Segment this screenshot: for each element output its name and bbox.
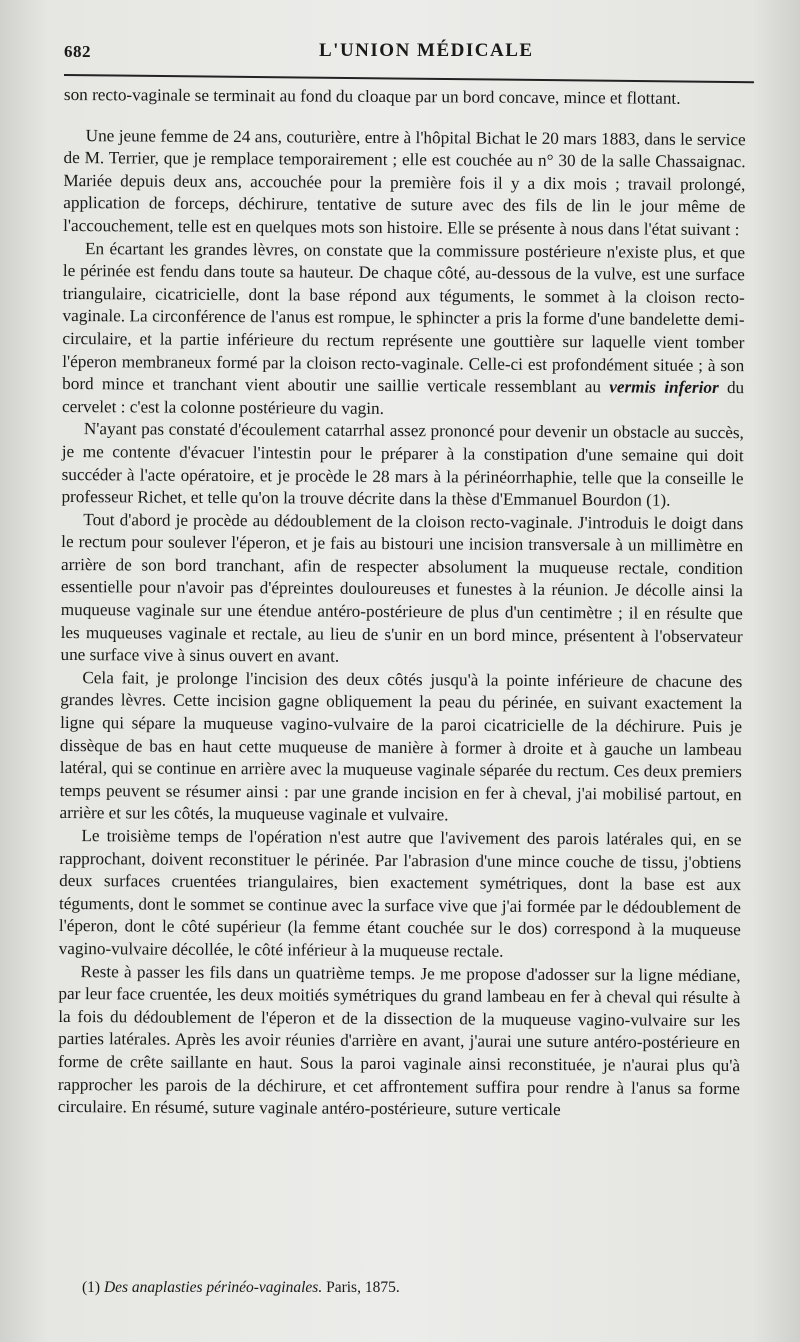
- footnote-title: Des anaplasties périnéo-vaginales.: [103, 1279, 323, 1296]
- running-head: [64, 36, 754, 70]
- italic-term: vermis inferior: [609, 377, 719, 398]
- footnote: [82, 1278, 742, 1298]
- paragraph-third-step: Le troisième temps de l'opération n'est autre que l'avivement des parois latérales qui, en se rapprochant, doivent reconstituer le périnée. Par l'abrasion d'une mince couche de tissu, j'obtiens deux surfaces cruentées triangulaires, bien exactement symétriques, dont la base est aux téguments, dont le sommet se continue avec la surface vive que j'ai formée par le dédoublement de l'éperon, dont le côté supérieur (la femme étant couchée sur le dos) correspond à la muqueuse vagino-vulvaire décollée, le côté inférieur à la muqueuse rectale.: [58, 826, 742, 961]
- paragraph-preparation: [61, 418, 744, 513]
- journal-title: L'UNION MÉDICALE: [319, 40, 534, 61]
- footnote-marker: (1): [82, 1279, 101, 1296]
- paragraph-second-step: Cela fait, je prolonge l'incision des deux côtés jusqu'à la pointe inférieure de chacune des grandes lèvres. Cette incision gagne obliquement la peau du périnée, en suivant exactement la ligne qui sépare la muqueuse vagino-vulvaire de la paroi cicatricielle de la déchirure. Puis je dissèque de bas en haut cette muqueuse de manière à former à droite et à gauche un lambeau latéral, qui se continue en arrière avec la muqueuse vaginale séparée du rectum. Ces deux premiers temps peuvent se résumer ainsi : par une grande incision en fer à cheval, j'ai mobilisé partout, en arrière et sur les côtés, la muqueuse vaginale et vulvaire.: [59, 667, 743, 825]
- paragraph-text: En écartant les grandes lèvres, on constate que la commissure postérieure n'existe plus, et que le périnée est fendu dans toute sa hauteur. De chaque côté, au-dessous de la vulve, est une surface triangulaire, cicatricielle, dont la base répond aux téguments, le sommet à la cloison recto-vaginale. La circonférence de l'anus est rompue, le sphincter a pris la forme d'une bandelette demi-circulaire, et la partie inférieure du rectum représente une gouttière sur laquelle vient tomber l'éperon membraneux formé par la cloison recto-vaginale. Celle-ci est profondément située ; à son bord mince et tranchant vient aboutir une saillie verticale ressemblant au: [62, 238, 746, 397]
- paragraph-fourth-step: Reste à passer les fils dans un quatrième temps. Je me propose d'adosser sur la ligne médiane, par leur face cruentée, les deux moitiés symétriques du grand lambeau en fer à cheval qui résulte à la fois du dédoublement de l'éperon et de la dissection de la muqueuse vagino-vulvaire sur les parties latérales. Après les avoir réunies d'arrière en avant, j'aurai une suture antéro-postérieure en forme de crête saillante en haut. Sous la paroi vaginale ainsi reconstituée, je n'aurai plus qu'à rapprocher les parois de la déchirure, et cet affrontement suffira pour rendre à l'anus sa forme circulaire. En résumé, suture vaginale antéro-postérieure, suture verticale: [57, 961, 741, 1120]
- paragraph-text: N'ayant pas constaté d'écoulement catarrhal assez prononcé pour devenir un obstacle au succès, je me contente d'évacuer l'intestin pour le préparer à la constipation d'une semaine qui doit succéder à l'acte opératoire, et je procède le 28 mars à la périnéorrhaphie, telle que la conseille le professeur Richet, et telle qu'on la trouve décrite dans la thèse d'Emmanuel Bourdon: [61, 419, 744, 510]
- body-text: [58, 84, 746, 1123]
- footnote-citation: Paris, 1875.: [322, 1279, 400, 1296]
- paragraph-text: du cervelet : c'est la colonne postérieure du vagin.: [61, 378, 745, 418]
- paragraph-patient-history: Une jeune femme de 24 ans, couturière, entre à l'hôpital Bichat le 20 mars 1883, dans le service de M. Terrier, que je remplace temporairement ; elle est couchée au n° 30 de la salle Chassaignac. Mariée depuis deux ans, accouchée pour la première fois il y a dix mois ; travail prolongé, application de forceps, déchirure, tentative de suture avec des fils de lin le jour même de l'accouchement, telle est en quelques mots son histoire. Elle se présente à nous dans l'état suivant :: [63, 125, 746, 240]
- header-rule: [64, 74, 754, 83]
- paragraph-examination: [62, 238, 745, 423]
- paragraph-first-step: Tout d'abord je procède au dédoublement de la cloison recto-vaginale. J'introduis le doigt dans le rectum pour soulever l'éperon, et je fais au bistouri une incision transversale à un millimètre en arrière de son bord tranchant, afin de respecter absolument la muqueuse rectale, condition essentielle pour n'avoir pas d'épreintes douloureuses et funestes à la réunion. Je décolle ainsi la muqueuse vaginale sur une étendue antéro-postérieure de plus d'un centimètre ; il en résulte que les muqueuses vaginale et rectale, au lieu de s'unir en un bord mince, présentent à l'observateur une surface vive à sinus ouvert en avant.: [60, 509, 744, 666]
- page-number: 682: [64, 42, 91, 61]
- footnote-reference: (1): [646, 490, 667, 510]
- paragraph-continued: son recto-vaginale se terminait au fond du cloaque par un bord concave, mince et flottant.: [63, 84, 681, 108]
- paragraph-text: .: [666, 490, 671, 510]
